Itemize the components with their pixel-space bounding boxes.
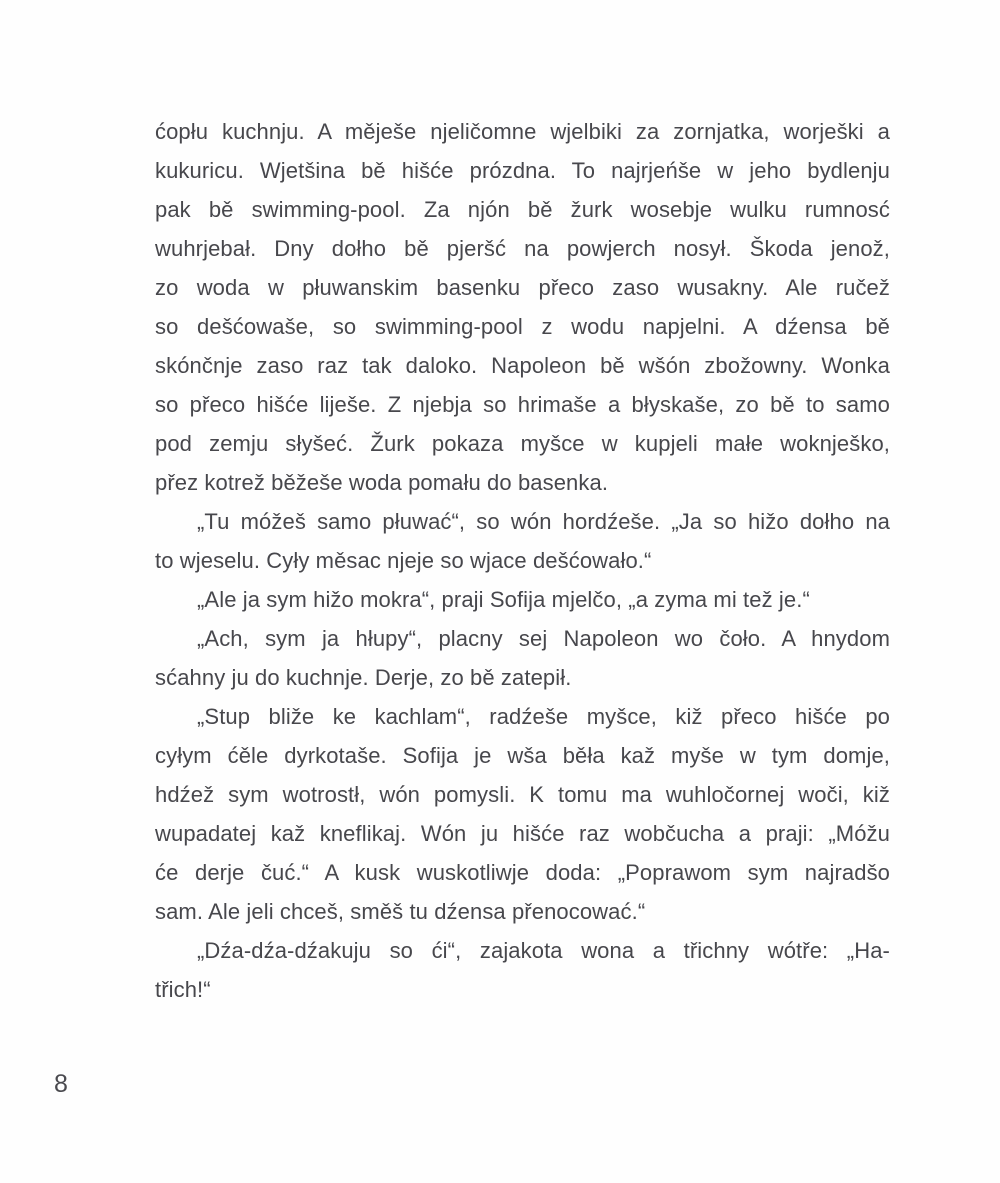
text-line: „Stup bliže ke kachlam“, radźeše myšce, kiž přeco hišće po: [197, 704, 890, 729]
text-line: će derje čuć.“ A kusk wuskotliwje doda: „Poprawom sym najradšo: [155, 860, 890, 885]
text-line: sćahny ju do kuchnje. Derje, zo bě zatepił.: [155, 665, 572, 690]
text-line: kukuricu. Wjetšina bě hišće prózdna. To najrjeńše w jeho bydlenju: [155, 158, 890, 183]
text-line: třich!“: [155, 977, 211, 1002]
text-line: cyłym ćěle dyrkotaše. Sofija je wša běła kaž myše w tym domje,: [155, 743, 890, 768]
text-line: so přeco hišće liješe. Z njebja so hrimaše a błyskaše, zo bě to samo: [155, 392, 890, 417]
text-line: přez kotrež běžeše woda pomału do basenka.: [155, 470, 609, 495]
text-line: wuhrjebał. Dny dołho bě pjeršć na powjerch nosył. Škoda jenož,: [155, 236, 890, 261]
text-line: so dešćowaše, so swimming-pool z wodu napjelni. A dźensa bě: [155, 314, 890, 339]
text-line: pak bě swimming-pool. Za njón bě žurk wosebje wulku rumnosć: [155, 197, 890, 222]
text-line: to wjeselu. Cyły měsac njeje so wjace dešćowało.“: [155, 548, 652, 573]
text-line: pod zemju słyšeć. Žurk pokaza myšce w kupjeli małe woknješko,: [155, 431, 890, 456]
text-line: „Ach, sym ja hłupy“, placny sej Napoleon wo čoło. A hnydom: [197, 626, 890, 651]
text-line: „Dźa-dźa-dźakuju so ći“, zajakota wona a třichny wótře: „Ha-: [197, 938, 890, 963]
text-line: zo woda w płuwanskim basenku přeco zaso wusakny. Ale ručež: [155, 275, 890, 300]
text-line: skónčnje zaso raz tak daloko. Napoleon bě wšón zbožowny. Wonka: [155, 353, 890, 378]
text-block: [155, 112, 890, 1009]
text-line: wupadatej kaž kneflikaj. Wón ju hišće raz wobčucha a praji: „Móžu: [155, 821, 890, 846]
text-line: ćopłu kuchnju. A měješe njeličomne wjelbiki za zornjatka, worješki a: [155, 119, 890, 144]
page-number: 8: [54, 1070, 68, 1098]
text-line: „Tu móžeš samo płuwać“, so wón hordźeše. „Ja so hižo dołho na: [197, 509, 890, 534]
text-line: hdźež sym wotrostł, wón pomysli. K tomu ma wuhločornej woči, kiž: [155, 782, 890, 807]
text-line: „Ale ja sym hižo mokra“, praji Sofija mjelčo, „a zyma mi tež je.“: [197, 587, 810, 612]
text-line: sam. Ale jeli chceš, směš tu dźensa přenocować.“: [155, 899, 646, 924]
